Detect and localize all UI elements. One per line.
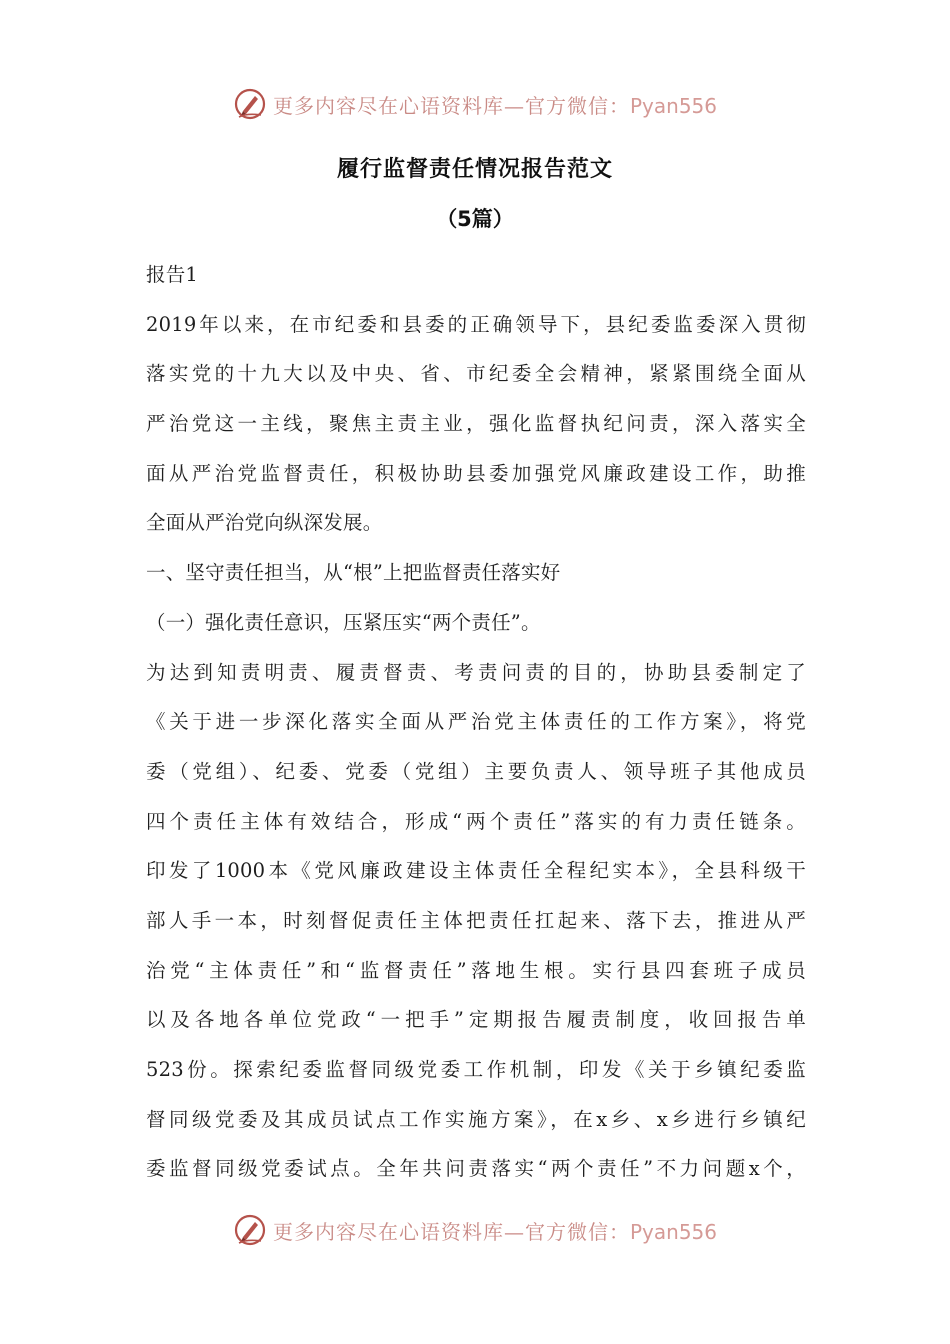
document-title: 履行监督责任情况报告范文 bbox=[336, 157, 613, 182]
watermark-wechat-id: Pyan556 bbox=[629, 93, 717, 118]
watermark-text: 更多内容尽在心语资料库—官方微信：Pyan556 bbox=[272, 93, 717, 118]
pen-logo-icon bbox=[233, 1213, 267, 1247]
document-subtitle: （5篇） bbox=[436, 207, 514, 231]
body-line: 2019年以来，在市纪委和县委的正确领导下，县纪委监委深入贯彻 bbox=[146, 312, 806, 336]
body-line: 以及各地各单位党政“一把手”定期报告履责制度，收回报告单 bbox=[146, 1008, 806, 1032]
body-line: 委监督同级党委试点。全年共问责落实“两个责任”不力问题x个， bbox=[146, 1157, 806, 1181]
body-line: 面从严治党监督责任，积极协助县委加强党风廉政建设工作，助推 bbox=[146, 461, 806, 485]
body-line: 全面从严治党向纵深发展。 bbox=[146, 511, 383, 535]
document-body bbox=[146, 250, 806, 1194]
body-line: 四个责任主体有效结合，形成“两个责任”落实的有力责任链条。 bbox=[146, 809, 806, 833]
section-heading-report-1: 报告1 bbox=[146, 263, 199, 286]
body-line: 部人手一本，时刻督促责任主体把责任扛起来、落下去，推进从严 bbox=[146, 908, 806, 932]
body-line: 落实党的十九大以及中央、省、市纪委全会精神，紧紧围绕全面从 bbox=[146, 362, 806, 386]
section-heading-1: 一、坚守责任担当，从“根”上把监督责任落实好 bbox=[146, 561, 561, 585]
body-line: 督同级党委及其成员试点工作实施方案》，在x乡、x乡进行乡镇纪 bbox=[146, 1107, 806, 1131]
pen-logo-icon bbox=[233, 87, 267, 121]
top-watermark bbox=[0, 84, 950, 124]
body-line: 治党“主体责任”和“监督责任”落地生根。实行县四套班子成员 bbox=[146, 958, 806, 982]
body-line: 523份。探索纪委监督同级党委工作机制，印发《关于乡镇纪委监 bbox=[146, 1058, 806, 1081]
watermark-wechat-id: Pyan556 bbox=[629, 1219, 717, 1244]
body-line: 印发了1000本《党风廉政建设主体责任全程纪实本》，全县科级干 bbox=[146, 859, 806, 883]
bottom-watermark bbox=[0, 1210, 950, 1250]
body-line: 严治党这一主线，聚焦主责主业，强化监督执纪问责，深入落实全 bbox=[146, 412, 806, 436]
body-line: 《关于进一步深化落实全面从严治党主体责任的工作方案》，将党 bbox=[146, 710, 806, 734]
watermark-text: 更多内容尽在心语资料库—官方微信：Pyan556 bbox=[272, 1219, 717, 1244]
body-line: 为达到知责明责、履责督责、考责问责的目的，协助县委制定了 bbox=[146, 660, 806, 684]
body-line: 委（党组）、纪委、党委（党组）主要负责人、领导班子其他成员 bbox=[146, 759, 806, 783]
subsection-heading-1: （一）强化责任意识，压紧压实“两个责任”。 bbox=[146, 610, 541, 634]
